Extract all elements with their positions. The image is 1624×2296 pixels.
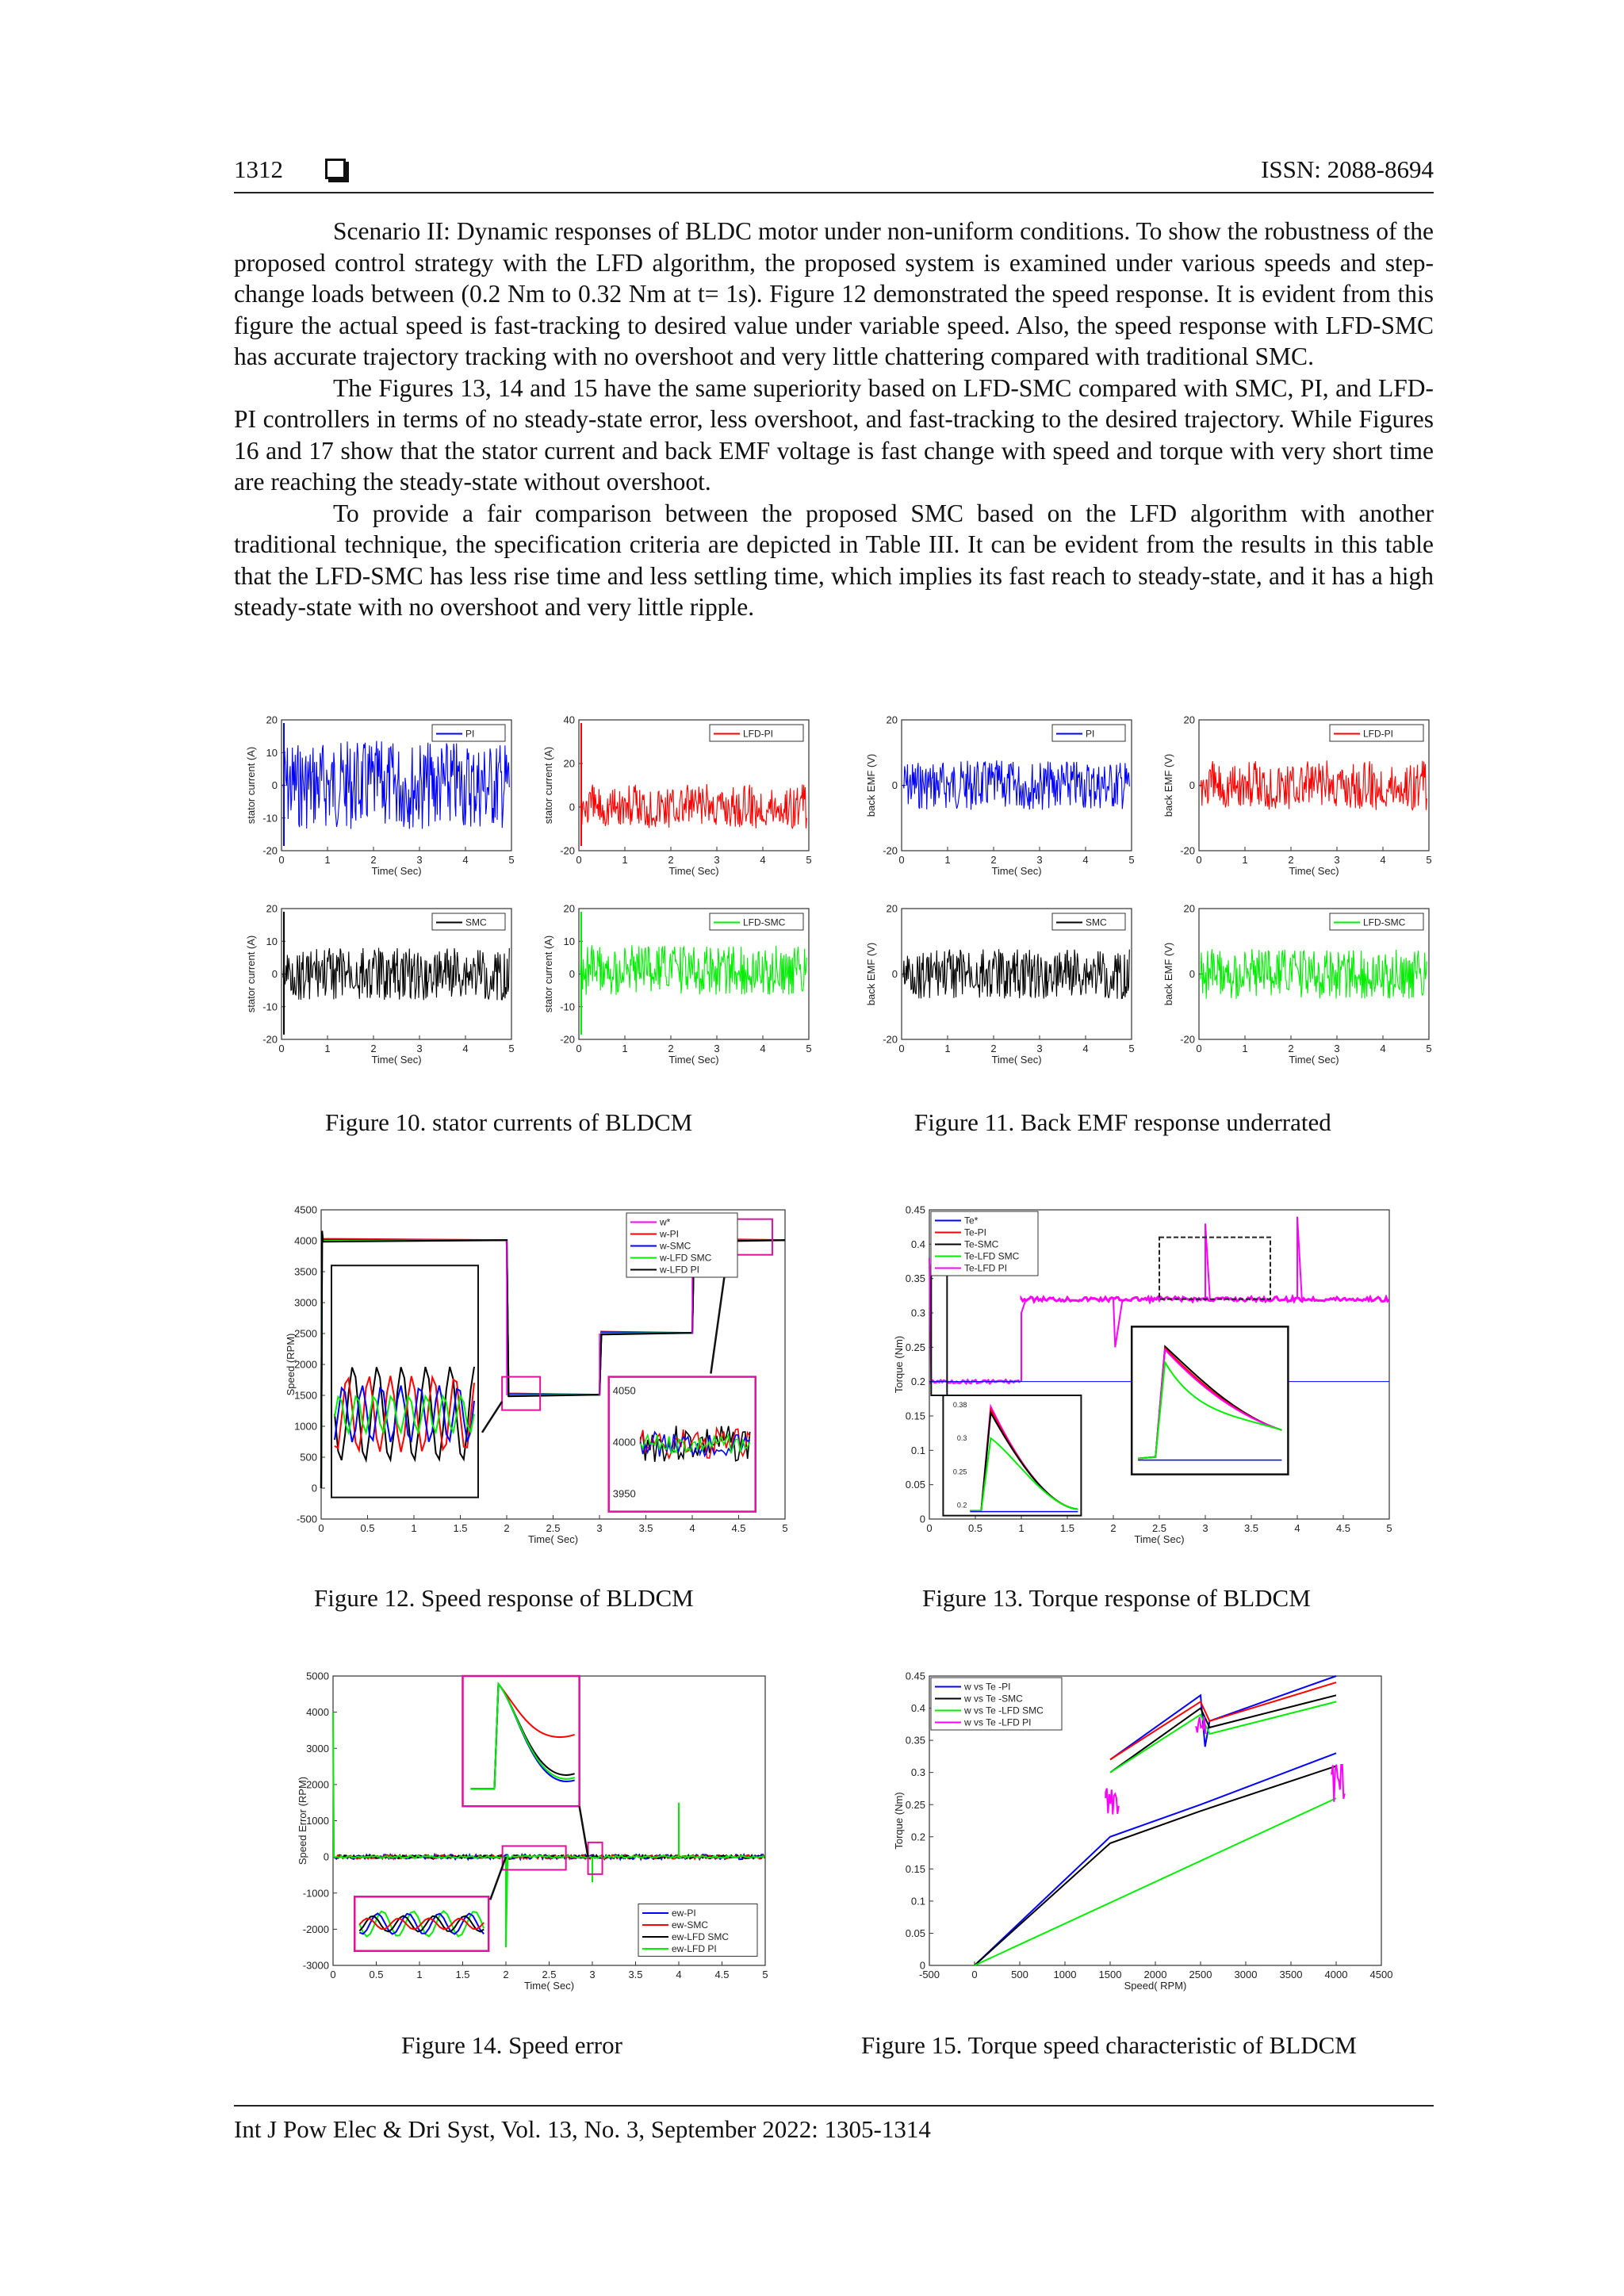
x-axis-label: Time( Sec) bbox=[1289, 1053, 1339, 1066]
y-tick-label: 0.45 bbox=[905, 1203, 925, 1216]
figure-10-plot bbox=[238, 710, 825, 1091]
y-tick-label: 0.4 bbox=[910, 1702, 925, 1715]
inset-zoom-2 bbox=[1132, 1326, 1288, 1474]
y-tick-label: -10 bbox=[262, 1001, 278, 1013]
y-tick-label: -20 bbox=[262, 844, 278, 857]
page-number: 1312 bbox=[234, 155, 283, 183]
y-tick-label: 0 bbox=[569, 968, 575, 981]
y-tick-label: -20 bbox=[1180, 1033, 1195, 1046]
x-axis-label: Time( Sec) bbox=[668, 864, 719, 877]
x-tick-label: 0.5 bbox=[360, 1522, 375, 1534]
x-tick-label: 2 bbox=[503, 1969, 509, 1980]
x-tick-label: 1 bbox=[944, 1043, 951, 1054]
x-tick-label: 1 bbox=[411, 1522, 417, 1534]
x-tick-label: 3 bbox=[596, 1522, 603, 1534]
y-tick-label: 0.35 bbox=[905, 1272, 925, 1285]
legend-label: Te-PI bbox=[964, 1226, 987, 1238]
header-rule bbox=[234, 192, 1434, 193]
legend-label: w vs Te -LFD PI bbox=[964, 1716, 1032, 1728]
y-tick-label: 0.25 bbox=[905, 1798, 925, 1811]
x-tick-label: 1.5 bbox=[455, 1969, 470, 1980]
x-tick-label: 3 bbox=[714, 854, 720, 866]
legend-label: ew-LFD SMC bbox=[672, 1931, 730, 1943]
y-tick-label: 20 bbox=[1183, 714, 1195, 726]
inset-tick-label: 3950 bbox=[612, 1487, 636, 1500]
x-tick-label: 5 bbox=[1128, 1043, 1135, 1054]
legend-label: w-PI bbox=[660, 1228, 679, 1240]
y-tick-label: 20 bbox=[1183, 902, 1195, 915]
x-tick-label: 4 bbox=[462, 854, 469, 866]
legend-label: Te-SMC bbox=[964, 1238, 999, 1250]
figure-11 bbox=[858, 710, 1445, 1091]
journal-square-icon bbox=[325, 159, 346, 179]
y-tick-label: -500 bbox=[296, 1513, 317, 1525]
x-tick-label: 4 bbox=[1380, 1043, 1386, 1054]
y-axis-label: back EMF (V) bbox=[865, 942, 878, 1006]
x-tick-label: 0 bbox=[971, 1969, 978, 1980]
x-tick-label: 3.5 bbox=[628, 1969, 643, 1980]
x-tick-label: 2.5 bbox=[546, 1522, 561, 1534]
x-tick-label: 5 bbox=[782, 1522, 788, 1534]
x-tick-label: 3000 bbox=[1234, 1969, 1258, 1980]
x-axis-label: Time( Sec) bbox=[371, 1053, 422, 1066]
inset-zoom-1 bbox=[463, 1676, 580, 1806]
y-tick-label: 20 bbox=[266, 902, 278, 915]
x-tick-label: 0 bbox=[926, 1522, 933, 1534]
x-tick-label: 4 bbox=[1380, 854, 1386, 866]
y-tick-label: 10 bbox=[266, 935, 278, 947]
x-tick-label: 5 bbox=[762, 1969, 768, 1980]
x-tick-label: 0 bbox=[898, 854, 905, 866]
x-tick-label: 4.5 bbox=[1335, 1522, 1351, 1534]
y-tick-label: 5000 bbox=[306, 1670, 329, 1682]
y-tick-label: 0 bbox=[1189, 779, 1195, 792]
inset-frame bbox=[943, 1395, 1081, 1516]
y-tick-label: 0 bbox=[323, 1850, 329, 1863]
y-tick-label: -20 bbox=[560, 1033, 575, 1046]
legend-label: w vs Te -PI bbox=[964, 1681, 1011, 1693]
figure-15 bbox=[882, 1668, 1421, 2017]
y-tick-label: -20 bbox=[262, 1033, 278, 1046]
legend-label: SMC bbox=[1086, 916, 1107, 928]
x-axis-label: Time( Sec) bbox=[668, 1053, 719, 1066]
x-tick-label: 3500 bbox=[1279, 1969, 1303, 1980]
y-tick-label: 0.15 bbox=[905, 1410, 925, 1422]
x-tick-label: 1500 bbox=[1098, 1969, 1122, 1980]
x-tick-label: 4 bbox=[689, 1522, 695, 1534]
issn: ISSN: 2088-8694 bbox=[1261, 155, 1434, 183]
y-tick-label: -10 bbox=[262, 812, 278, 825]
legend-label: w* bbox=[660, 1216, 671, 1228]
panel-lfd-smc bbox=[542, 903, 811, 1066]
legend-label: SMC bbox=[465, 916, 487, 928]
y-tick-label: 0 bbox=[1189, 968, 1195, 981]
x-axis-label: Time( Sec) bbox=[1289, 864, 1339, 877]
y-axis-label: back EMF (V) bbox=[1162, 753, 1175, 817]
x-tick-label: 1.5 bbox=[453, 1522, 468, 1534]
x-tick-label: 2 bbox=[990, 1043, 997, 1054]
y-tick-label: -20 bbox=[1180, 844, 1195, 857]
y-tick-label: 1500 bbox=[294, 1389, 317, 1402]
y-tick-label: 0.25 bbox=[905, 1341, 925, 1353]
y-axis-label: stator current (A) bbox=[542, 746, 555, 825]
y-tick-label: 0.3 bbox=[910, 1766, 925, 1779]
legend-label: w-LFD PI bbox=[660, 1264, 700, 1276]
x-tick-label: 2 bbox=[1110, 1522, 1116, 1534]
x-tick-label: 2 bbox=[504, 1522, 510, 1534]
x-axis-label: Time( Sec) bbox=[991, 864, 1042, 877]
legend-label: ew-PI bbox=[672, 1908, 696, 1919]
legend-label: Te* bbox=[964, 1215, 979, 1226]
figure-11-plot bbox=[858, 710, 1445, 1091]
x-tick-label: 0 bbox=[330, 1969, 336, 1980]
x-tick-label: 3 bbox=[589, 1969, 596, 1980]
y-tick-label: 0 bbox=[271, 779, 278, 792]
y-tick-label: 20 bbox=[563, 757, 575, 770]
y-tick-label: 10 bbox=[266, 746, 278, 759]
x-tick-label: 1 bbox=[324, 1043, 331, 1054]
figure-10-caption: Figure 10. stator currents of BLDCM bbox=[325, 1108, 693, 1136]
y-tick-label: 4000 bbox=[294, 1234, 317, 1247]
y-tick-label: 0 bbox=[919, 1959, 925, 1972]
y-axis-label: stator current (A) bbox=[245, 746, 258, 825]
figure-11-caption: Figure 11. Back EMF response underrated bbox=[914, 1108, 1331, 1136]
x-tick-label: 4000 bbox=[1324, 1969, 1348, 1980]
y-tick-label: 40 bbox=[563, 714, 575, 726]
x-tick-label: 1 bbox=[1242, 1043, 1248, 1054]
x-tick-label: 5 bbox=[508, 1043, 515, 1054]
x-tick-label: 0 bbox=[278, 854, 285, 866]
legend-label: LFD-SMC bbox=[1363, 916, 1406, 928]
x-tick-label: 2 bbox=[668, 854, 674, 866]
x-axis-label: Time( Sec) bbox=[527, 1533, 579, 1545]
y-tick-label: 3500 bbox=[294, 1265, 317, 1278]
panel-smc bbox=[865, 903, 1134, 1066]
y-tick-label: 0.05 bbox=[905, 1479, 925, 1491]
x-tick-label: 2 bbox=[370, 854, 377, 866]
x-tick-label: 3.5 bbox=[638, 1522, 653, 1534]
y-tick-label: 1000 bbox=[294, 1420, 317, 1433]
y-tick-label: 4000 bbox=[306, 1706, 329, 1719]
x-tick-label: 1 bbox=[1242, 854, 1248, 866]
y-tick-label: 0.45 bbox=[905, 1670, 925, 1682]
panel-lfd-pi bbox=[1162, 714, 1431, 877]
y-tick-label: 0 bbox=[891, 968, 898, 981]
x-tick-label: 4500 bbox=[1369, 1969, 1393, 1980]
y-tick-label: -20 bbox=[560, 844, 575, 857]
figure-15-caption: Figure 15. Torque speed characteristic of BLDCM bbox=[861, 2031, 1357, 2059]
y-tick-label: -20 bbox=[883, 844, 898, 857]
x-tick-label: 0 bbox=[576, 1043, 582, 1054]
figure-13 bbox=[882, 1199, 1421, 1571]
figure-10 bbox=[238, 710, 825, 1091]
x-tick-label: 2000 bbox=[1143, 1969, 1167, 1980]
y-tick-label: 1000 bbox=[306, 1815, 329, 1827]
y-tick-label: 20 bbox=[886, 714, 898, 726]
legend-label: Te-LFD SMC bbox=[964, 1250, 1020, 1262]
x-tick-label: 4 bbox=[760, 854, 766, 866]
panel-pi bbox=[245, 714, 514, 877]
x-tick-label: 1000 bbox=[1053, 1969, 1077, 1980]
x-tick-label: 0.5 bbox=[967, 1522, 983, 1534]
figure-12-plot bbox=[262, 1199, 801, 1571]
y-tick-label: 4500 bbox=[294, 1203, 317, 1216]
x-tick-label: 4 bbox=[462, 1043, 469, 1054]
y-axis-label: back EMF (V) bbox=[1162, 942, 1175, 1006]
figure-13-caption: Figure 13. Torque response of BLDCM bbox=[922, 1584, 1311, 1612]
paragraph: Scenario II: Dynamic responses of BLDC motor under non-uniform conditions. To show the robustness of the proposed control strategy with the LFD algorithm, the proposed system is examined under various speeds and step-change loads between (0.2 Nm to 0.32 Nm at t= 1s). Figure 12 demonstrated the speed response. It is evident from this figure the actual speed is fast-tracking to desired value under variable speed. Also, the speed response with LFD-SMC has accurate trajectory tracking with no overshoot and very little chattering compared with traditional SMC. bbox=[234, 217, 1434, 370]
x-tick-label: 1 bbox=[416, 1969, 423, 1980]
y-tick-label: 2500 bbox=[294, 1327, 317, 1340]
y-tick-label: 0 bbox=[311, 1482, 317, 1494]
y-axis-label: Torque (Nm) bbox=[893, 1335, 906, 1394]
y-tick-label: 0.2 bbox=[910, 1831, 925, 1843]
figure-13-plot bbox=[882, 1199, 1421, 1571]
y-tick-label: -3000 bbox=[302, 1959, 329, 1972]
y-tick-label: 0.1 bbox=[910, 1444, 925, 1456]
x-tick-label: 5 bbox=[1426, 1043, 1432, 1054]
legend-label: w-SMC bbox=[660, 1240, 691, 1252]
y-tick-label: 0.4 bbox=[910, 1238, 925, 1250]
x-tick-label: 2.5 bbox=[542, 1969, 557, 1980]
x-tick-label: 4.5 bbox=[731, 1522, 746, 1534]
x-tick-label: 2 bbox=[1288, 1043, 1294, 1054]
x-tick-label: 2.5 bbox=[1151, 1522, 1167, 1534]
legend-label: LFD-SMC bbox=[743, 916, 786, 928]
panel-lfd-smc bbox=[1162, 903, 1431, 1066]
y-tick-label: -20 bbox=[883, 1033, 898, 1046]
figure-15-plot bbox=[882, 1668, 1421, 2017]
x-tick-label: 1.5 bbox=[1059, 1522, 1075, 1534]
x-tick-label: 3 bbox=[1334, 1043, 1340, 1054]
x-tick-label: 4 bbox=[1294, 1522, 1300, 1534]
panel-lfd-pi bbox=[542, 714, 811, 877]
y-tick-label: 0.15 bbox=[905, 1862, 925, 1875]
legend-label: w vs Te -LFD SMC bbox=[964, 1705, 1044, 1716]
figure-12-caption: Figure 12. Speed response of BLDCM bbox=[314, 1584, 694, 1612]
inset-tick-label: 4000 bbox=[612, 1436, 636, 1448]
body-text bbox=[234, 216, 1434, 623]
x-tick-label: 3.5 bbox=[1243, 1522, 1259, 1534]
x-tick-label: 4 bbox=[760, 1043, 766, 1054]
legend-label: ew-LFD PI bbox=[672, 1943, 717, 1955]
y-tick-label: -10 bbox=[560, 1001, 575, 1013]
x-tick-label: 0 bbox=[576, 854, 582, 866]
x-tick-label: 500 bbox=[1011, 1969, 1028, 1980]
x-tick-label: 0 bbox=[1196, 1043, 1202, 1054]
y-tick-label: 0.1 bbox=[910, 1895, 925, 1908]
paragraph: The Figures 13, 14 and 15 have the same superiority based on LFD-SMC compared with SMC, PI, and LFD-PI controllers in terms of no steady-state error, less overshoot, and fast-tracking to the desired trajectory. While Figures 16 and 17 show that the stator current and back EMF voltage is fast change with speed and torque with very short time are reaching the steady-state without overshoot. bbox=[234, 373, 1434, 496]
legend-label: LFD-PI bbox=[1363, 728, 1394, 740]
legend-label: LFD-PI bbox=[743, 728, 774, 740]
x-tick-label: 2 bbox=[370, 1043, 377, 1054]
y-axis-label: Torque (Nm) bbox=[893, 1792, 906, 1850]
y-tick-label: 2000 bbox=[306, 1778, 329, 1791]
x-tick-label: 3 bbox=[1036, 854, 1043, 866]
y-tick-label: 0.2 bbox=[910, 1376, 925, 1388]
x-tick-label: 5 bbox=[806, 854, 812, 866]
inset-frame bbox=[463, 1676, 580, 1806]
y-tick-label: 2000 bbox=[294, 1358, 317, 1371]
x-tick-label: 5 bbox=[508, 854, 515, 866]
x-tick-label: 4 bbox=[1082, 1043, 1089, 1054]
legend-label: PI bbox=[465, 728, 475, 740]
figure-12 bbox=[262, 1199, 801, 1571]
inset-tick-label: 0.2 bbox=[956, 1501, 967, 1510]
y-tick-label: 0 bbox=[271, 968, 278, 981]
x-tick-label: 5 bbox=[1386, 1522, 1392, 1534]
inset-tick-label: 0.38 bbox=[952, 1401, 967, 1409]
legend-label: w vs Te -SMC bbox=[964, 1693, 1023, 1705]
x-tick-label: 1 bbox=[1018, 1522, 1025, 1534]
x-tick-label: 0 bbox=[278, 1043, 285, 1054]
inset-tick-label: 0.3 bbox=[956, 1434, 967, 1443]
y-tick-label: 3000 bbox=[294, 1296, 317, 1309]
y-axis-label: stator current (A) bbox=[245, 935, 258, 1013]
y-tick-label: 20 bbox=[563, 902, 575, 915]
legend-label: Te-LFD PI bbox=[964, 1262, 1008, 1274]
x-tick-label: 3 bbox=[1334, 854, 1340, 866]
x-tick-label: 3 bbox=[1036, 1043, 1043, 1054]
inset-zoom-1 bbox=[331, 1265, 478, 1498]
x-tick-label: 1 bbox=[622, 1043, 628, 1054]
x-tick-label: 2 bbox=[668, 1043, 674, 1054]
paragraph: To provide a fair comparison between the proposed SMC based on the LFD algorithm with another traditional technique, the specification criteria are depicted in Table III. It can be evident from the results in this table that the LFD-SMC has less rise time and less settling time, which implies its fast reach to steady-state, and it has a high steady-state with no overshoot and very little ripple. bbox=[234, 499, 1434, 621]
x-axis-label: Time( Sec) bbox=[1134, 1533, 1185, 1545]
y-axis-label: Speed (RPM) bbox=[285, 1333, 297, 1396]
x-tick-label: 0 bbox=[318, 1522, 324, 1534]
figure-14-caption: Figure 14. Speed error bbox=[401, 2031, 622, 2059]
footer-rule bbox=[234, 2105, 1434, 2107]
y-tick-label: 0 bbox=[569, 801, 575, 813]
y-axis-label: back EMF (V) bbox=[865, 753, 878, 817]
legend-label: ew-SMC bbox=[672, 1919, 709, 1931]
inset-zoom-2 bbox=[609, 1377, 756, 1512]
y-tick-label: 0.05 bbox=[905, 1927, 925, 1939]
x-axis-label: Time( Sec) bbox=[991, 1053, 1042, 1066]
x-axis-label: Speed( RPM) bbox=[1124, 1979, 1187, 1992]
inset-tick-label: 4050 bbox=[612, 1384, 636, 1397]
y-axis-label: Speed Error (RPM) bbox=[297, 1776, 309, 1866]
x-tick-label: 1 bbox=[622, 854, 628, 866]
x-axis-label: Time( Sec) bbox=[371, 864, 422, 877]
y-tick-label: 0 bbox=[919, 1513, 925, 1525]
legend-label: PI bbox=[1086, 728, 1095, 740]
x-tick-label: 5 bbox=[806, 1043, 812, 1054]
x-tick-label: 3 bbox=[416, 1043, 423, 1054]
x-tick-label: -500 bbox=[918, 1969, 940, 1980]
y-tick-label: -2000 bbox=[302, 1923, 329, 1935]
panel-smc bbox=[245, 903, 514, 1066]
y-tick-label: 500 bbox=[300, 1451, 317, 1464]
x-tick-label: 4 bbox=[1082, 854, 1089, 866]
x-tick-label: 2 bbox=[1288, 854, 1294, 866]
y-tick-label: 0.3 bbox=[910, 1307, 925, 1319]
x-tick-label: 3 bbox=[714, 1043, 720, 1054]
x-tick-label: 4 bbox=[676, 1969, 682, 1980]
x-tick-label: 2 bbox=[990, 854, 997, 866]
x-tick-label: 5 bbox=[1426, 854, 1432, 866]
figure-14-plot bbox=[270, 1668, 809, 2017]
x-tick-label: 1 bbox=[324, 854, 331, 866]
x-tick-label: 3 bbox=[416, 854, 423, 866]
y-tick-label: 20 bbox=[886, 902, 898, 915]
panel-pi bbox=[865, 714, 1134, 877]
y-tick-label: 10 bbox=[563, 935, 575, 947]
inset-tick-label: 0.25 bbox=[952, 1468, 967, 1476]
x-tick-label: 3 bbox=[1202, 1522, 1208, 1534]
x-tick-label: 0 bbox=[898, 1043, 905, 1054]
footer-citation: Int J Pow Elec & Dri Syst, Vol. 13, No. 3, September 2022: 1305-1314 bbox=[234, 2115, 931, 2143]
x-tick-label: 2500 bbox=[1189, 1969, 1212, 1980]
inset-zoom-1 bbox=[943, 1395, 1081, 1516]
x-tick-label: 1 bbox=[944, 854, 951, 866]
figure-14 bbox=[270, 1668, 809, 2017]
x-tick-label: 0 bbox=[1196, 854, 1202, 866]
legend-label: w-LFD SMC bbox=[660, 1252, 712, 1264]
x-tick-label: 4.5 bbox=[714, 1969, 730, 1980]
y-tick-label: 0.35 bbox=[905, 1734, 925, 1747]
x-axis-label: Time( Sec) bbox=[523, 1979, 575, 1992]
y-tick-label: 3000 bbox=[306, 1742, 329, 1755]
y-axis-label: stator current (A) bbox=[542, 935, 555, 1013]
inset-zoom-2 bbox=[354, 1896, 488, 1950]
x-tick-label: 0.5 bbox=[369, 1969, 384, 1980]
y-tick-label: 20 bbox=[266, 714, 278, 726]
x-tick-label: 5 bbox=[1128, 854, 1135, 866]
y-tick-label: 0 bbox=[891, 779, 898, 792]
y-tick-label: -1000 bbox=[302, 1887, 329, 1900]
